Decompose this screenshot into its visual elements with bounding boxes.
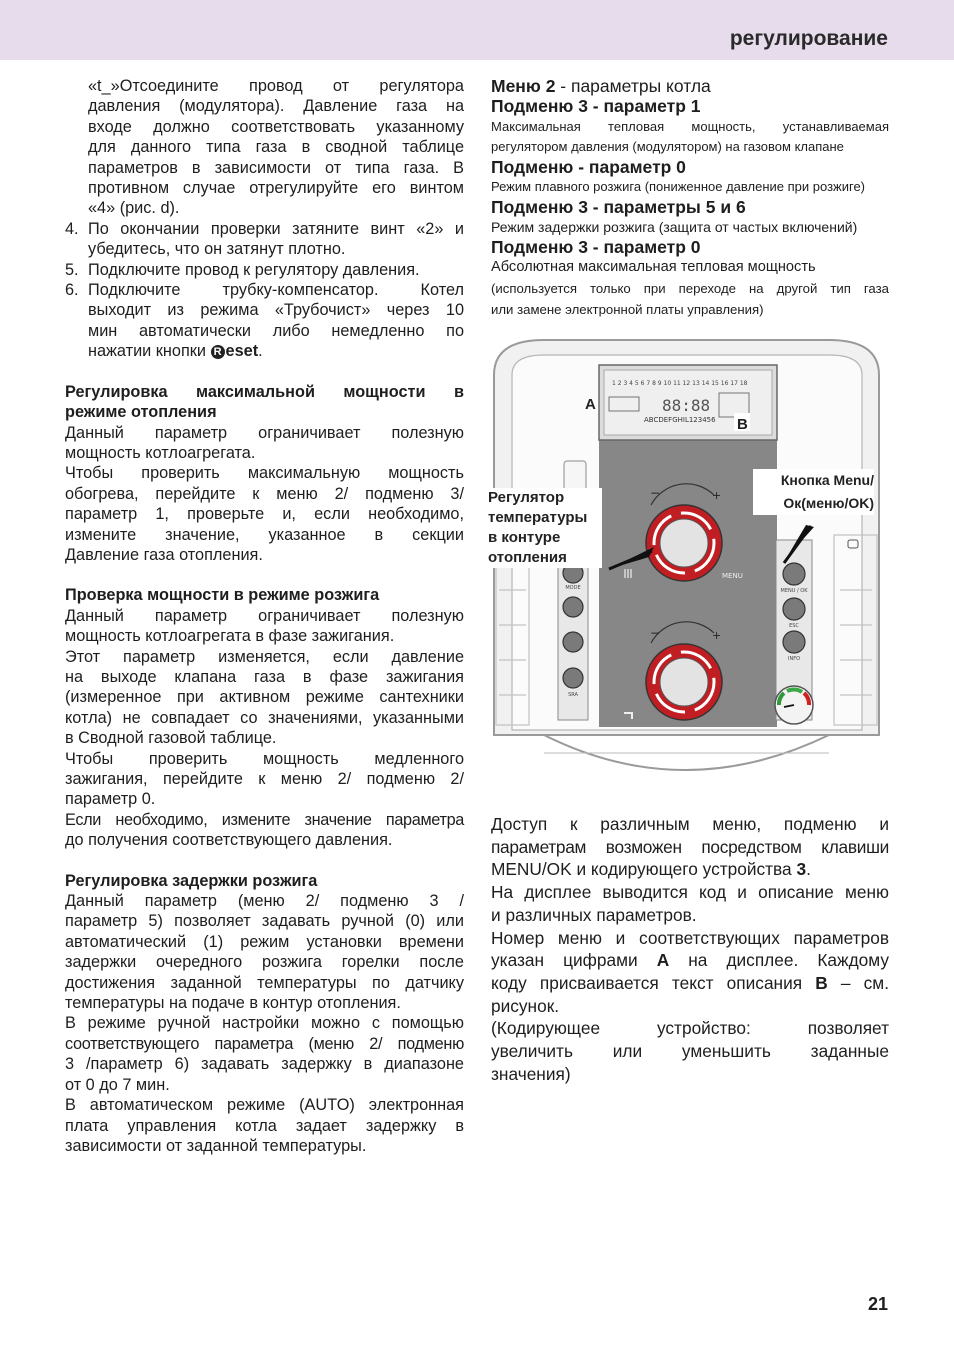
text-line: Этот параметр изменяется, если давление xyxy=(65,647,464,666)
text-line: выходит из режима «Трубочист» через 10 xyxy=(88,301,464,320)
label-b: B xyxy=(737,416,748,433)
param-heading: Подменю 3 - параметр 0 xyxy=(491,237,701,258)
menu-desc: - параметры котла xyxy=(555,76,711,96)
button-caption: ESC xyxy=(789,623,799,629)
section-heading: режиме отопления xyxy=(65,403,217,422)
text-line: В автоматическом режиме (AUTO) электронная xyxy=(65,1096,464,1115)
param-heading: Подменю - параметр 0 xyxy=(491,156,686,177)
text-line: зависимости от заданной температуры. xyxy=(65,1136,367,1155)
heating-regulator-label xyxy=(488,488,602,568)
text-line: до получения соответствующего давления. xyxy=(65,831,393,850)
text-fragment: нажатии кнопки xyxy=(88,342,207,361)
knob-plus: + xyxy=(712,629,722,642)
text-line: достижения заданной температуры по датчику xyxy=(65,973,464,992)
text-fragment: B xyxy=(815,972,828,993)
param-desc: Максимальная тепловая мощность, устанавливаемая xyxy=(491,118,889,134)
text-line: Подключите трубку-компенсатор. Котел xyxy=(88,281,464,300)
text-line: параметр 5) позволяет задавать ручной (0) или xyxy=(65,912,464,931)
text-line: для данного типа газа в сводной таблице xyxy=(88,138,464,157)
text-line xyxy=(88,341,464,361)
param-note: (используется только при переходе на другой тип газа xyxy=(491,280,889,296)
text-line xyxy=(491,972,889,995)
param-desc: Режим плавного розжига (пониженное давление при розжиге) xyxy=(491,178,865,194)
svg-text:1 2 3 4 5 6 7 8 9 10 11 12 13: 1 2 3 4 5 6 7 8 9 10 11 12 13 14 15 16 17 18 xyxy=(612,380,748,387)
text-line: рисунок. xyxy=(491,995,560,1016)
left-column xyxy=(65,76,464,1156)
control-panel-drawing xyxy=(484,335,889,805)
text-line: параметров в зависимости от типа газа. В xyxy=(88,158,464,177)
list-item xyxy=(65,280,464,362)
section-heading: Проверка мощности в режиме розжига xyxy=(65,586,380,605)
text-line: «t_»Отсоедините провод от регулятора xyxy=(88,77,464,95)
display-digits: 88:88 xyxy=(662,396,711,415)
text-line: температуры на подаче в контур отопления. xyxy=(65,994,401,1013)
right-column xyxy=(491,76,889,320)
label-line: отопления xyxy=(488,549,567,566)
control-panel-figure xyxy=(484,335,889,805)
text-line: Доступ к различным меню, подменю и xyxy=(491,814,889,834)
text-line: автоматический (1) режим установки времени xyxy=(65,932,464,951)
menu-heading xyxy=(491,76,889,96)
right-bottom-text xyxy=(491,813,889,1085)
list-number: 6. xyxy=(65,281,79,300)
list-number: 4. xyxy=(65,219,79,238)
label-line: Ок(меню/OK) xyxy=(783,495,874,511)
button-caption: MODE xyxy=(565,585,581,591)
menu-ok-button-label xyxy=(753,469,874,515)
text-line: котла) не совпадает со значениями, указанными xyxy=(65,708,464,727)
text-line: Давление газа отопления. xyxy=(65,545,263,564)
section-ignition-power xyxy=(65,585,464,850)
page-number: 21 xyxy=(867,1294,888,1314)
text-line: обогрева, перейдите к меню 2/ подменю 3/ xyxy=(65,484,464,503)
param-heading: Подменю 3 - параметры 5 и 6 xyxy=(491,196,746,217)
label-line: Регулятор xyxy=(488,489,565,506)
text-line: убедитесь, что он затянут плотно. xyxy=(88,240,346,259)
text-line: увеличить или уменьшить заданные xyxy=(491,1041,889,1062)
param-desc: Режим задержки розжига (защита от частых включений) xyxy=(491,219,858,236)
text-line: «4» (рис. d). xyxy=(88,199,180,218)
label-line: Кнопка Menu/ xyxy=(780,472,874,488)
text-line: противном случае отрегулируйте его винтом xyxy=(88,179,464,198)
text-line: (Кодирующее устройство: позволяет xyxy=(491,1018,889,1039)
param-desc: регулятором давления (модулятором) на газовом клапане xyxy=(491,138,844,154)
text-line: Подключите провод к регулятору давления. xyxy=(88,260,420,279)
text-line: и различных параметров. xyxy=(491,904,697,925)
text-fragment: . xyxy=(258,342,263,361)
section-heating-power xyxy=(65,382,464,566)
param-note: или замене электронной платы управления) xyxy=(491,301,764,317)
reset-text: eset xyxy=(225,342,259,361)
param-heading: Подменю 3 - параметр 1 xyxy=(491,96,701,117)
button-caption: MENU / OK xyxy=(780,588,808,594)
text-line: давления (модулятора). Давление газа на xyxy=(88,97,464,116)
section-title: регулирование xyxy=(729,27,888,50)
intro-paragraph xyxy=(65,76,464,219)
text-line: (измеренное при активном режиме сантехники xyxy=(65,688,464,707)
text-line: На дисплее выводится код и описание меню xyxy=(491,882,889,903)
text-line: мощность котлоагрегата. xyxy=(65,443,256,462)
knob-minus: − xyxy=(650,486,661,500)
text-line: параметрам возможен посредством клавиши xyxy=(491,836,889,857)
label-a: A xyxy=(585,396,596,413)
reset-icon: R xyxy=(211,345,225,359)
text-line: Данный параметр ограничивает полезную xyxy=(65,423,464,442)
text-line: мин автоматически либо немедленно по xyxy=(88,321,464,340)
text-fragment: MENU/OK и кодирующего устройства xyxy=(491,859,797,880)
text-line: Чтобы проверить мощность медленного xyxy=(65,749,464,768)
menu-text: MENU xyxy=(722,572,743,580)
section-ignition-delay xyxy=(65,871,464,1157)
display-text: ABCDEFGHIL123456 xyxy=(644,416,716,424)
text-line: в Сводной газовой таблице. xyxy=(65,729,277,748)
text-line: зажигания, перейдите к меню 2/ подменю 2/ xyxy=(65,770,464,788)
button-caption: SRA xyxy=(568,692,578,698)
list-number: 5. xyxy=(65,260,79,279)
param-desc: Абсолютная максимальная тепловая мощность xyxy=(491,259,816,276)
text-line: Если необходимо, измените значение параметра xyxy=(65,810,464,829)
list-item xyxy=(65,260,464,280)
text-line: значения) xyxy=(491,1063,571,1084)
text-line: от 0 до 7 мин. xyxy=(65,1075,170,1094)
text-line: входе должно соответствовать указанному xyxy=(88,117,464,136)
reset-button-label xyxy=(211,342,259,360)
label-line: в контуре xyxy=(488,529,561,546)
text-fragment: A xyxy=(656,950,670,971)
knob-minus: − xyxy=(650,626,661,640)
text-line: Номер меню и соответствующих параметров xyxy=(491,927,889,948)
text-line: В режиме ручной настройки можно с помощью xyxy=(65,1014,464,1033)
section-heading: Регулировка задержки розжига xyxy=(65,871,318,890)
text-line: Чтобы проверить максимальную мощность xyxy=(65,464,464,483)
text-fragment: указан цифрами xyxy=(491,950,657,971)
text-line: соответствующего параметра (меню 2/ подменю xyxy=(65,1034,464,1053)
knob-plus: + xyxy=(712,489,722,502)
text-line: Данный параметр ограничивает полезную xyxy=(65,606,464,625)
text-line: 3 /параметр 6) задавать задержку в диапазоне xyxy=(65,1055,464,1074)
text-line: мощность котлоагрегата в фазе зажигания. xyxy=(65,627,395,646)
text-line: параметр 0. xyxy=(65,790,156,809)
button-caption: INFO xyxy=(787,656,801,662)
text-line xyxy=(491,858,889,881)
text-fragment: коду присваивается текст описания xyxy=(491,972,816,993)
text-fragment: на дисплее. Каждому xyxy=(669,950,889,971)
text-line xyxy=(491,949,889,972)
text-line: По окончании проверки затяните винт «2» и xyxy=(88,219,464,238)
label-line: температуры xyxy=(488,509,588,526)
list-item xyxy=(65,219,464,260)
text-line: плата управления котла задает задержку в xyxy=(65,1116,464,1135)
text-line: Данный параметр (меню 2/ подменю 3 / xyxy=(65,892,464,911)
text-fragment: . xyxy=(806,859,811,880)
text-fragment: 3 xyxy=(796,859,807,880)
section-heading: Регулировка максимальной мощности в xyxy=(65,382,464,401)
text-line: измените значение, указанное в секции xyxy=(65,525,464,544)
text-line: параметр 1, проверьте и, если необходимо, xyxy=(65,505,464,524)
text-line: задержки очередного розжига горелки после xyxy=(65,953,464,972)
text-fragment: – см. xyxy=(827,972,889,993)
menu-number: Меню 2 xyxy=(491,76,556,96)
text-line: на выходе клапана газа в фазе зажигания xyxy=(65,667,464,686)
